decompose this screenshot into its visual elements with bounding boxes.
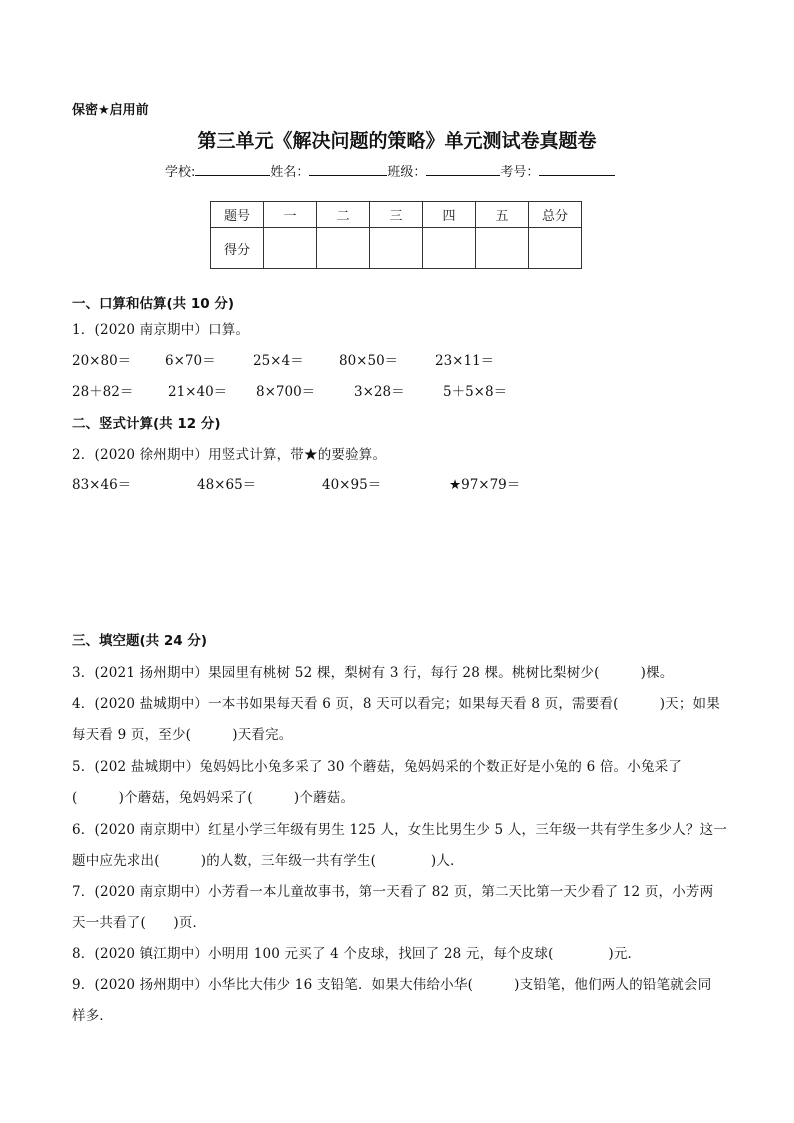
calc-item: 20×80＝	[72, 353, 132, 369]
page-title: 第三单元《解决问题的策略》单元测试卷真题卷	[197, 130, 597, 152]
score-table-header-row	[211, 202, 582, 228]
question-line: 4．(2020 盐城期中）一本书如果每天看 6 页，8 天可以看完；如果每天看 8 页，需要看( )天；如果	[72, 696, 720, 712]
score-header-cell: 二	[317, 202, 370, 228]
exam-number-blank[interactable]	[539, 162, 615, 176]
confidential-label: 保密★启用前	[72, 103, 149, 118]
question-line: 6．(2020 南京期中）红星小学三年级有男生 125 人，女生比男生少 5 人，三年级一共有学生多少人？这一	[72, 822, 728, 838]
score-cell[interactable]	[476, 228, 529, 269]
calc-item: 48×65＝	[197, 477, 257, 493]
question-line: 样多．	[72, 1008, 114, 1024]
question-line: ( )个蘑菇，兔妈妈采了( )个蘑菇。	[72, 790, 355, 806]
calc-item: 23×11＝	[435, 353, 495, 369]
calc-item: 21×40＝	[168, 384, 228, 400]
calc-item: 5＋5×8＝	[443, 384, 508, 400]
question-line: 5．(202 盐城期中）兔妈妈比小兔多采了 30 个蘑菇，兔妈妈采的个数正好是小兔的 6 倍。小兔采了	[72, 759, 683, 775]
score-cell[interactable]	[370, 228, 423, 269]
question-line: 7．(2020 南京期中）小芳看一本儿童故事书，第一天看了 82 页，第二天比第一天少看了 12 页，小芳两	[72, 884, 714, 900]
calc-item: 8×700＝	[256, 384, 316, 400]
calc-item: ★97×79＝	[449, 477, 521, 493]
name-blank[interactable]	[309, 162, 387, 176]
student-info-line	[165, 161, 615, 180]
score-table	[210, 201, 582, 269]
calc-item: 80×50＝	[339, 353, 399, 369]
calc-item: 3×28＝	[354, 384, 405, 400]
question-line: 天一共看了( )页．	[72, 915, 207, 931]
question-line: 8．(2020 镇江期中）小明用 100 元买了 4 个皮球，找回了 28 元，每个皮球( )元．	[72, 946, 642, 962]
name-label: 姓名：	[270, 165, 310, 180]
exam-number-label: 考号：	[500, 165, 540, 180]
question-line: 9．(2020 扬州期中）小华比大伟少 16 支铅笔．如果大伟给小华( )支铅笔，他们两人的铅笔就会同	[72, 977, 712, 993]
score-cell[interactable]	[529, 228, 582, 269]
class-label: 班级：	[387, 165, 427, 180]
calc-item: 25×4＝	[253, 353, 304, 369]
calc-item: 40×95＝	[322, 477, 382, 493]
class-blank[interactable]	[426, 162, 500, 176]
calc-item: 6×70＝	[165, 353, 216, 369]
question-text: 1．(2020 南京期中）口算。	[72, 322, 250, 338]
score-header-cell: 一	[264, 202, 317, 228]
score-cell[interactable]	[317, 228, 370, 269]
score-cell[interactable]	[423, 228, 476, 269]
calc-item: 28＋82＝	[72, 384, 134, 400]
question-line: 题中应先求出( )的人数，三年级一共有学生( )人．	[72, 853, 464, 869]
section-heading: 一、口算和估算(共 10 分)	[72, 296, 235, 312]
score-header-cell: 四	[423, 202, 476, 228]
school-blank[interactable]	[195, 162, 270, 176]
score-header-cell: 题号	[211, 202, 264, 228]
score-header-cell: 五	[476, 202, 529, 228]
question-line: 3．(2021 扬州期中）果园里有桃树 52 棵，梨树有 3 行，每行 28 棵。桃树比梨树少( )棵。	[72, 665, 674, 681]
question-text: 2．(2020 徐州期中）用竖式计算，带★的要验算。	[72, 447, 387, 463]
score-row-label: 得分	[211, 228, 264, 269]
score-header-cell: 三	[370, 202, 423, 228]
score-table-score-row	[211, 228, 582, 269]
section-heading: 三、填空题(共 24 分)	[72, 633, 208, 649]
score-header-cell: 总分	[529, 202, 582, 228]
section-heading: 二、竖式计算(共 12 分)	[72, 416, 221, 432]
question-line: 每天看 9 页，至少( )天看完。	[72, 727, 293, 743]
score-cell[interactable]	[264, 228, 317, 269]
school-label: 学校:	[165, 165, 196, 180]
calc-item: 83×46＝	[72, 477, 132, 493]
